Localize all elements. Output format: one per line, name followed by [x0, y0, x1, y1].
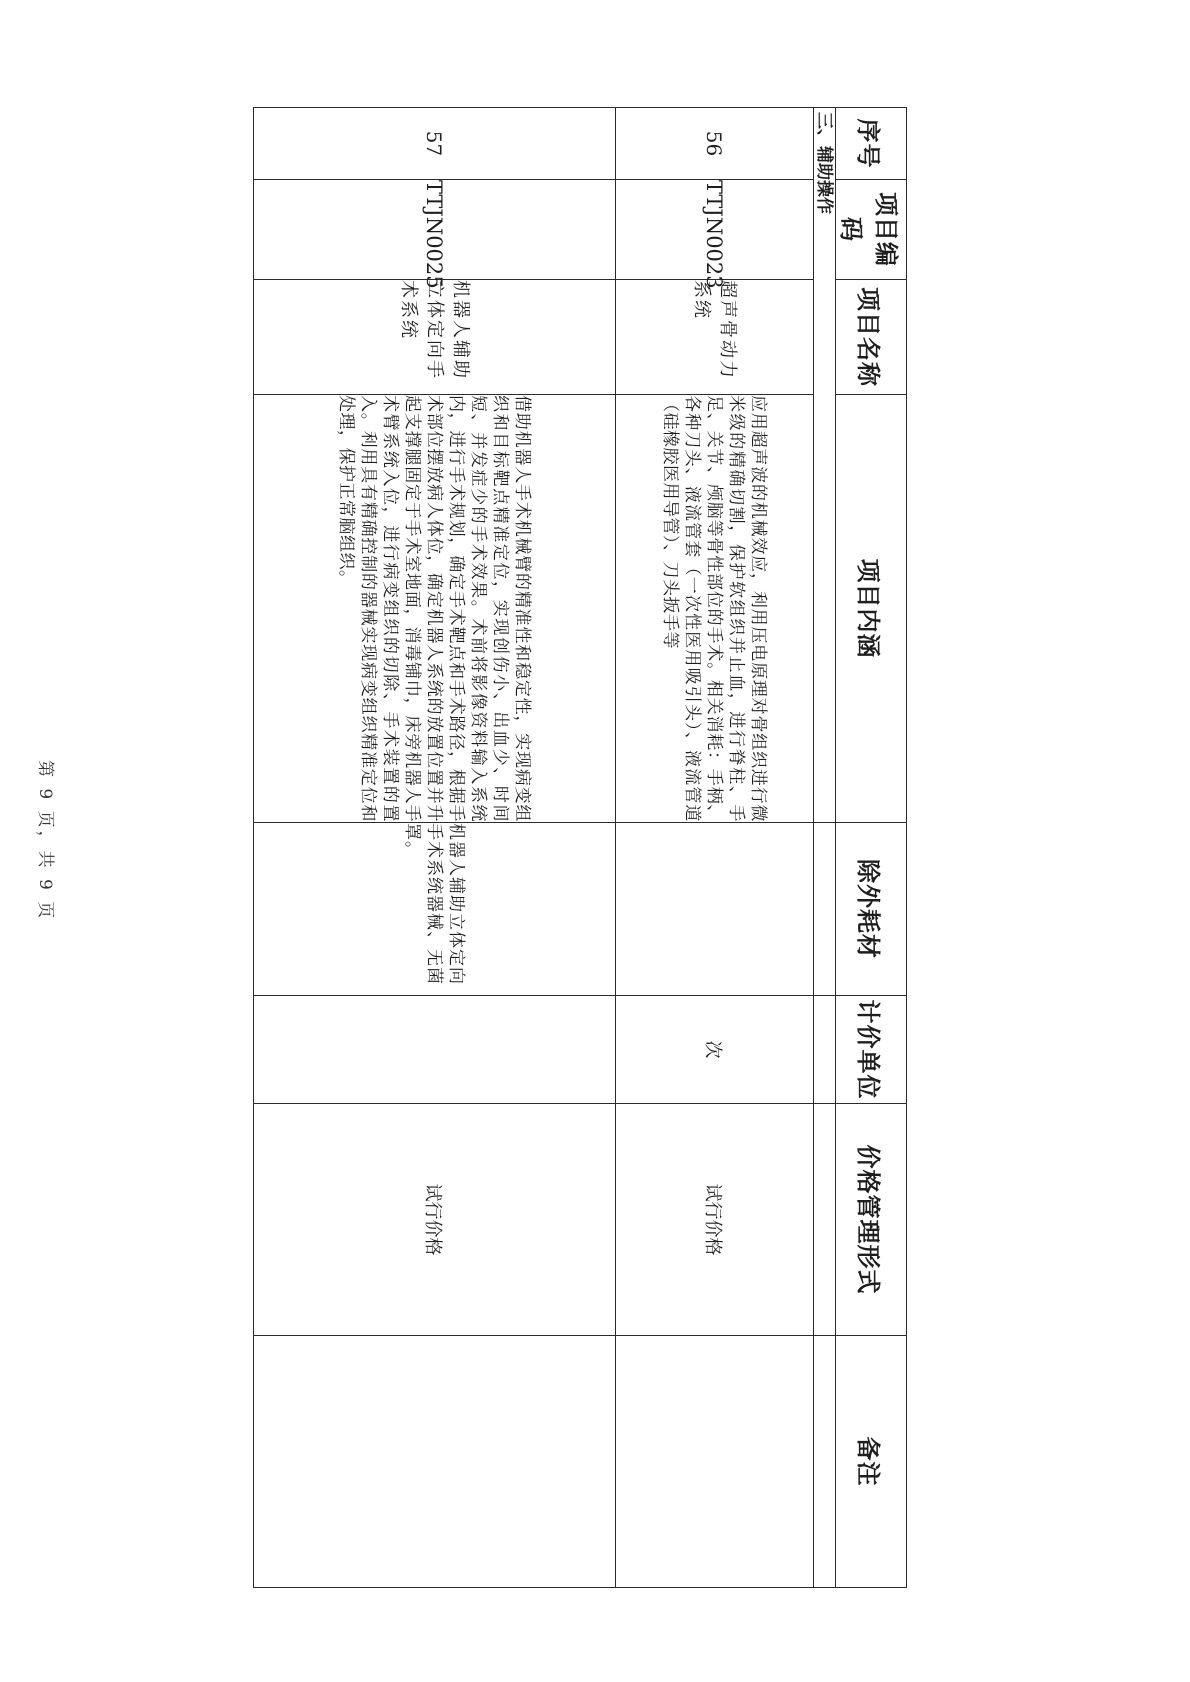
table-row — [616, 108, 814, 1588]
row-item-code: TTJN0023 — [616, 180, 814, 280]
row-remarks — [616, 1336, 814, 1588]
row-serial-no: 56 — [616, 108, 814, 180]
row-serial-no: 57 — [254, 108, 616, 180]
row-item-description: 应用超声波的机械效应，利用压电原理对骨组织进行微米级的精确切割，保护软组织并止血，进行脊柱、手足、关节、颅脑等骨性部位的手术。相关消耗：手柄、各种刀头、液流管套（一次性医用吸引头）、液流管道（硅橡胶医用导管）、刀头扳手等 — [616, 395, 814, 823]
row-item-name: 机器人辅助立体定向手术系统 — [254, 280, 616, 395]
header-item-code: 项目编码 — [836, 180, 907, 280]
table-row — [254, 108, 616, 1588]
header-item-description: 项目内涵 — [836, 395, 907, 823]
pricing-table — [253, 107, 907, 1588]
header-remarks: 备注 — [836, 1336, 907, 1588]
row-pricing-unit: 次 — [616, 996, 814, 1104]
header-item-name: 项目名称 — [836, 280, 907, 395]
header-row — [836, 108, 907, 1588]
section-blank-cell — [814, 823, 836, 996]
section-title: 三、辅助操作 — [814, 108, 836, 823]
row-price-management: 试行价格 — [616, 1104, 814, 1336]
section-blank-cell — [814, 1104, 836, 1336]
section-blank-cell — [814, 996, 836, 1104]
row-excluded-consumables — [616, 823, 814, 996]
row-item-name: 超声骨动力系统 — [616, 280, 814, 395]
section-row — [814, 108, 836, 1588]
header-excluded-consumables: 除外耗材 — [836, 823, 907, 996]
row-excluded-consumables: 机器人辅助立体定向手术系统器械、无菌罩。 — [254, 823, 616, 996]
header-price-management: 价格管理形式 — [836, 1104, 907, 1336]
row-item-code: TTJN0025 — [254, 180, 616, 280]
row-pricing-unit — [254, 996, 616, 1104]
row-price-management: 试行价格 — [254, 1104, 616, 1336]
header-serial-no: 序号 — [836, 108, 907, 180]
row-item-description: 借助机器人手术机械臂的精准性和稳定性，实现病变组织和目标靶点精准定位，实现创伤小、出血少、时间短、并发症少的手术效果。术前将影像资料输入系统内，进行手术规划，确定手术靶点和手术路径，根据手术部位摆放病人体位，确定机器人系统的放置位置并升起支撑腿固定于手术室地面，消毒铺巾，床旁机器人手术臂系统入位，进行病变组织的切除、手术装置的置入。利用具有精确控制的器械实现病变组织精准定位和处理，保护正常脑组织。 — [254, 395, 616, 823]
row-remarks — [254, 1336, 616, 1588]
section-blank-cell — [814, 1336, 836, 1588]
page-indicator: 第 9 页，共 9 页 — [35, 760, 55, 922]
rotated-page — [267, 107, 907, 1587]
header-pricing-unit: 计价单位 — [836, 996, 907, 1104]
